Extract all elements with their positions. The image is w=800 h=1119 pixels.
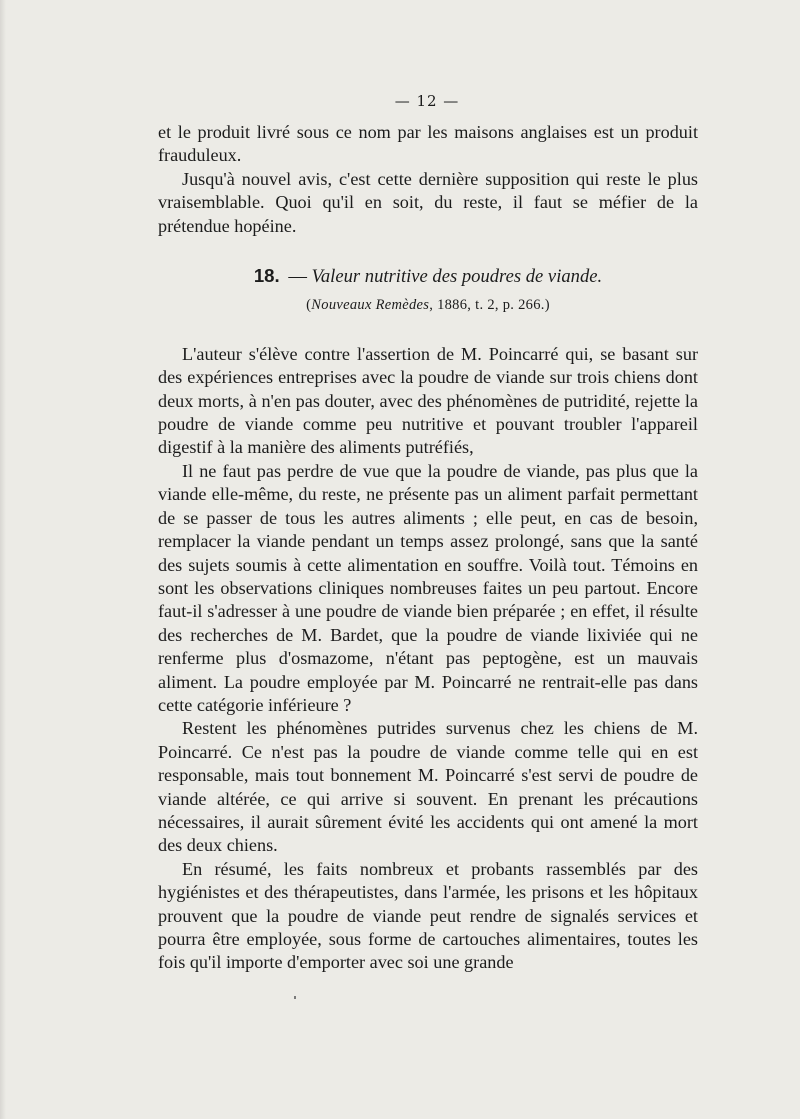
paragraph-meat-powder-food: Il ne faut pas perdre de vue que la poudre de viande, pas plus que la viande elle-même, du reste, ne présente pas un aliment parfait permettant de se passer de tous les autres aliments ; elle peut, en cas de besoin, remplacer la viande pendant un temps assez prolongé, sans que la santé des sujets soumis à cette alimentation en souffre. Voilà tout. Témoins en sont les observations cliniques nombreuses faites un peu partout. Encore faut-il s'adresser à une poudre de viande bien préparée ; en effet, il résulte des recherches de M. Bardet, que la poudre de viande lixiviée qui ne renferme plus d'osmazome, n'étant pas peptogène, est un mauvais aliment. La poudre employée par M. Poincarré ne rentrait-elle pas dans cette catégorie inférieure ?	[158, 460, 698, 715]
section-title: Valeur nutritive des poudres de viande.	[311, 266, 603, 288]
paragraph-continuation: et le produit livré sous ce nom par les maisons anglaises est un produit frauduleux.	[158, 122, 698, 166]
section-number: 18.	[253, 265, 280, 287]
section-dash: —	[288, 266, 307, 288]
paragraph-author-objection: L'auteur s'élève contre l'assertion de M. Poincarré qui, se basant sur des expériences entreprises avec la poudre de viande sur trois chiens dont deux morts, à n'en pas douter, avec des phénomènes de putridité, rejette la poudre de viande comme peu nutritive et pouvant troubler l'appareil digestif à la manière des aliments putréfiés,	[158, 343, 698, 458]
paragraph-summary: En résumé, les faits nombreux et probants rassemblés par des hygiénistes et des thérapeutistes, dans l'armée, les prisons et les hôpitaux prouvent que la poudre de viande peut rendre de signalés services et pourra être employée, sous forme de cartouches alimentaires, toutes les fois qu'il importe d'emporter avec soi une grande	[158, 858, 698, 973]
source-journal: Nouveaux Remèdes	[311, 297, 430, 314]
section-heading	[158, 264, 698, 288]
source-details: , 1886, t. 2, p. 266.)	[429, 297, 550, 314]
page-number: — 12 —	[394, 92, 460, 110]
page-body	[158, 121, 698, 975]
source-open-paren: (	[306, 297, 312, 314]
paragraph-putrid-phenomena: Restent les phénomènes putrides survenus chez les chiens de M. Poincarré. Ce n'est pas la poudre de viande comme telle qui en est responsable, mais tout bonnement M. Poincarré s'est servi de poudre de viande altérée, ce qui arrive si souvent. En prenant les précautions nécessaires, il aurait sûrement évité les accidents qui ont amené la mort des deux chiens.	[158, 718, 698, 856]
paragraph-conclusion: Jusqu'à nouvel avis, c'est cette dernière supposition qui reste le plus vraisemblable. Quoi qu'il en soit, du reste, il faut se méfier de la prétendue hopéine.	[158, 168, 698, 236]
ink-speck	[294, 996, 296, 999]
section-source-citation	[158, 294, 698, 317]
